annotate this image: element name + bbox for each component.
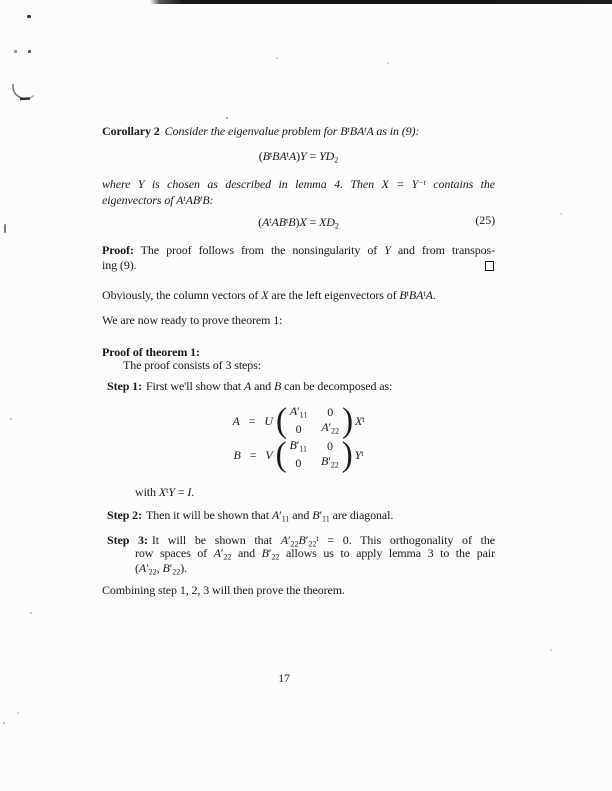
- corollary-label: Corollary 2: [102, 124, 160, 138]
- step-3-label: Step 3:: [107, 533, 148, 547]
- equation-2-row: [102, 213, 495, 234]
- matrix-equation-A: [102, 402, 495, 440]
- step-3-line-2: row spaces of $A'_{22}$ and $B'_{22}$ allows us to apply lemma 3 to the pair: [135, 546, 496, 562]
- page-number: 17: [278, 671, 290, 685]
- eqA-post: $X^t$: [355, 413, 365, 428]
- eqA-matrix: [290, 405, 339, 438]
- eqB-m11: $B'_{11}$: [289, 437, 308, 453]
- scan-speck: [3, 722, 5, 724]
- right-paren: ): [341, 436, 353, 474]
- eqA-m12: 0: [327, 405, 334, 420]
- eqA-equals: =: [248, 413, 256, 428]
- equation-1: $(B^tBA^tA)Y = YD_2$: [258, 149, 339, 165]
- eqA-m11: $A'_{11}$: [289, 403, 308, 419]
- scan-edge-band: [150, 0, 612, 4]
- scan-speck: [550, 649, 552, 651]
- eqA-m21: 0: [295, 421, 302, 436]
- eqB-matrix: [290, 439, 339, 472]
- pen-mark: [10, 82, 36, 104]
- corollary-statement-start: Consider the eigenvalue problem for $B^tBA^tA$ as in (9):: [164, 124, 420, 138]
- eqA-lhs: A: [232, 413, 240, 428]
- remark-line: Obviously, the column vectors of X are the left eigenvectors of $B^tBA^tA$.: [102, 288, 436, 302]
- closing-line: Combining step 1, 2, 3 will then prove the theorem.: [102, 583, 345, 597]
- step-2-text: Then it will be shown that $A'_{11}$ and $B'_{11}$ are diagonal.: [145, 508, 394, 524]
- proof-text-end: ing (9).: [102, 258, 137, 272]
- eqB-lhs: B: [233, 447, 241, 462]
- with-line: with $X^tY = I$.: [135, 485, 195, 499]
- left-paren: (: [276, 402, 287, 440]
- qed-box: [485, 261, 494, 271]
- scan-speck: [4, 224, 6, 233]
- corollary-line-1: [102, 122, 495, 139]
- matrix-equation-B: [102, 436, 495, 474]
- step-1-line: [107, 379, 495, 394]
- scan-speck: [27, 15, 31, 18]
- step-3-line-3: ($A'_{22}$, $B'_{22}$).: [135, 561, 188, 577]
- proof-text-start: The proof follows from the nonsingularity of Y and from transpos-: [133, 243, 495, 257]
- eqB-post: $Y^t$: [354, 447, 364, 462]
- theorem-proof-intro: The proof consists of 3 steps:: [123, 358, 261, 372]
- corollary-line-2: where Y is chosen as described in lemma 4. Then $X = Y^{-t}$ contains the: [102, 177, 495, 191]
- eqB-m12: 0: [326, 439, 333, 454]
- scan-speck: [276, 57, 278, 59]
- right-paren: ): [342, 402, 354, 440]
- step-3-text-1: It will be shown that $A'_{22}B'_{22}^t = 0$. This orthogonality of the: [151, 533, 495, 549]
- left-paren: (: [275, 436, 287, 474]
- proof-label: Proof:: [102, 243, 134, 257]
- ready-line: We are now ready to prove theorem 1:: [102, 313, 283, 327]
- scan-speck: [226, 117, 228, 119]
- step-2-line: [107, 508, 495, 527]
- scan-speck: [17, 712, 19, 714]
- scan-speck: [387, 62, 389, 64]
- eqB-factor: V: [265, 447, 273, 462]
- scan-speck: [10, 418, 12, 420]
- eqB-equals: =: [249, 447, 257, 462]
- scan-speck: [28, 50, 31, 53]
- proof-line-2: [102, 258, 495, 273]
- scan-speck: [560, 213, 562, 215]
- eqB-m21: 0: [295, 455, 302, 470]
- proof-line-1: [102, 243, 495, 258]
- eqB-m22: $B'_{22}$: [321, 454, 339, 470]
- step-1-text: First we'll show that A and B can be decomposed as:: [145, 379, 393, 393]
- step-2-label: Step 2:: [107, 508, 142, 522]
- theorem-proof-header-text: Proof of theorem 1:: [102, 345, 200, 359]
- corollary-line-3: eigenvectors of $A^tAB^tB$:: [102, 193, 214, 207]
- scan-speck: [14, 50, 17, 53]
- eqA-m22: $A'_{22}$: [321, 420, 340, 436]
- step-1-label: Step 1:: [107, 379, 142, 393]
- equation-2: $(A^tAB^tB)X = XD_2$: [258, 215, 339, 231]
- eqA-factor: U: [264, 413, 273, 428]
- equation-number: (25): [475, 213, 495, 227]
- scan-speck: [30, 612, 32, 614]
